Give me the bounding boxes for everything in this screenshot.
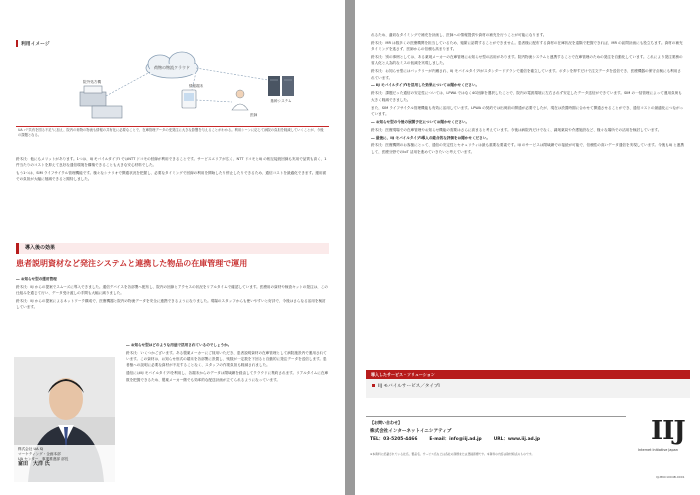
- document-code: IIJ-MKC1004B-0001: [656, 475, 685, 479]
- left-page: [0, 0, 345, 495]
- solution-header: 導入したサービス・ソリューション: [366, 370, 690, 379]
- intro-text: [16, 156, 329, 184]
- effect-text: [16, 276, 329, 312]
- paragraph: 通信にはIIJ モバイルタイプIを利用し、各端末からのデータは閉域網を経由してクラウドに集約されます。リアルタイムに在庫数を把握できるため、製薬メーカー側でも効率的な配送計画が立てられるようになっています。: [126, 371, 329, 382]
- paragraph: 鈴木氏：医療現場での在庫管理やお知らせ機能の需要はさらに高まると考えています。今後は病院内だけでなく、調剤薬局や介護施設など、様々な場所での活用を検討しています。: [371, 127, 662, 132]
- paragraph: 鈴木氏：課題だった通信の安定性については、LPWA ではなく4G回線を選択したことで、院内の電波環境に左右されず安定したデータ送信ができています。SIM の一括管理によって運用負荷も大きく軽減できました。: [371, 91, 682, 102]
- phone: TEL：03-5205-4466: [370, 437, 418, 442]
- usage-diagram: [32, 50, 322, 124]
- section-title: 導入後の効果: [16, 243, 329, 254]
- paragraph: 鈴木氏：他にもメリットがあります。1つは、IIJ モバイルタイプI ではNTT ドコモの回線が利用できることです。サービスエリアが広く、NTT ドコモとIIJ の相互接続回線も実用で品質も高く、1件当たりのコストを抑えて良好な通信環境を構築できることも大きな安心材料でした。: [16, 157, 327, 168]
- subheading: ― お知らせ型の運用管理: [16, 277, 57, 281]
- person-title: 株式会社 UA SJ マーケティング・企画本部 UA センター 事業推進部 部長: [18, 447, 69, 461]
- iij-logo: IIJ: [651, 416, 685, 446]
- company-name: 株式会社インターネットイニシアティブ: [370, 429, 452, 434]
- footer-rule: [366, 416, 626, 417]
- doctor-icon: [232, 90, 248, 110]
- footer: [366, 416, 690, 479]
- server-icon: [268, 76, 294, 96]
- paragraph: もう1つは、SIM ライフサイクル管理機能です。様々なシナリオで開通状況を把握し、必要なタイミングで回線の利用を開始したり停止したりできるため、通信コストを最適化できます。運用面での負担が大幅に削減できると期待しました。: [16, 171, 327, 182]
- paragraph: また、SIM ライフサイクル管理機能も有効に活用しています。LPWA の契約では出荷前の開通が必要でしたが、現在は設置時期に合わせて開通させることができ、通信コストの最適化につながっています。: [371, 105, 684, 116]
- section-tag: 利用イメージ: [16, 40, 50, 47]
- left-device-label: 院外処方機: [83, 80, 101, 84]
- disclaimer: ※本資料に記載されている社名、製品名、サービス名などは各社の商標または登録商標です。本資料の内容は取材時点のものです。: [370, 452, 535, 456]
- subheading: ― 最後に、IIJ モバイルタイプI導入の総合的な評価をお聞かせください。: [371, 135, 490, 140]
- continued-text: [371, 32, 684, 157]
- solution-item[interactable]: [366, 379, 690, 393]
- paragraph: 鈴木氏：いくつかございます。ある製薬メーカーにご採用いただき、患者説明資材の在庫管理として病院施設内で運用されています。この資材は、お知らせ形式の端末を各部署に設置し、残数が一定数を下回ると自動的に発注データを送信します。患者様への説明に必要な資材が不足することなく、スタッフの作業負担も軽減されました。: [126, 350, 327, 368]
- person-name: 富田 大洋 氏: [18, 461, 50, 467]
- paragraph: 鈴木氏：別の事例としては、ある薬剤メーカーの在庫管理にお知らせ型の活用があります。院内物流システムと連携することで在庫管理のための発注を自動化しています。これにより発注業務の省人化と人為的なミスの低減を実現しました。: [371, 55, 683, 66]
- website-link[interactable]: URL：www.iij.ad.jp: [493, 437, 540, 442]
- terminal-icon: [182, 90, 196, 108]
- diagram-caption: UA パ"共有を図る不足"に加え、院内の荷物の物流も情報の共有化に必要なことで、在庫管理データの受発注に大きな影響を与えることがわかる。利用シーンに応じて病院の負担を軽減していくことが、今後の課題となる。: [18, 128, 324, 137]
- right-system-label: 基幹システム: [270, 99, 292, 103]
- iij-logo-subtitle: Internet Initiative Japan: [638, 448, 678, 452]
- paragraph: れるため、適切なタイミングで補充を計画し、医師への情報提供や資材の補充を行うことが可能になります。: [371, 33, 547, 37]
- center-device-label: 情報端末: [188, 84, 204, 88]
- paragraph: 鈴木氏：IIJ からの提案でスムーズに導入できました。通信デバイスを各部署へ配布し、院内の回線とアクセスの状況をリアルタイムで確認しています。医療用の資材や検査キットの発注は、この仕組みを通じて行い、データ受け渡しの手間も大幅に減りました。: [16, 284, 328, 296]
- paragraph: 鈴木氏：医療機関のお客様にとって、通信の安定性とセキュリティは最も重要な要素です。IIJ のサービスは閉域網での接続が可能で、信頼性の高いデータ通信を実現しています。今後もIIJ と連携して、医療分野でのIoT 活用を進めていきたいと考えています。: [371, 143, 684, 154]
- contact-row: [370, 436, 620, 442]
- usage-text: [126, 342, 329, 385]
- person-caption: [14, 445, 115, 482]
- email-link[interactable]: E-mail：info@iij.ad.jp: [429, 437, 482, 442]
- cloud-label: 荷物の物流クラウド: [154, 65, 190, 70]
- divider: [16, 126, 329, 127]
- subheading: ― お知らせ型の今後の展開予定についてお聞かせください。: [371, 119, 470, 124]
- solution-box: [366, 370, 690, 398]
- subheading: ― IIJ モバイルタイプIを活用した効果についてお聞かせください。: [371, 83, 480, 88]
- square-bullet-icon: [372, 384, 375, 387]
- subheading: ― お知らせ型はどのような用途で活用されているのでしょうか。: [126, 343, 232, 347]
- paragraph: 鈴木氏：IIJ からの提案によるネットワーク構成で、医療機器と院内の物流データを安全に連携できるようになりました。現場のスタッフからも使いやすいと好評で、今後はさらなる活用を検討しています。: [16, 299, 326, 310]
- paragraph: 鈴木氏：お知らせ型にはバッテリーが内蔵され、IIJ モバイルタイプIがスタンダードプランで通信を確立しています。ボタンを押すだけで注文データを送信でき、医療機器の保守点検にも利用されています。: [371, 69, 681, 80]
- doctor-label: 医師: [250, 113, 258, 117]
- solution-item-label: IIJ モバイルサービス／タイプI: [378, 384, 440, 389]
- interviewee-photo: [14, 357, 115, 482]
- footer-heading: 【お問い合わせ】: [370, 420, 402, 425]
- paragraph: 鈴木氏：MR は数多くの医療機関を担当しているため、頻繁に訪問することができません。患者様に配布する資材の在庫状況を遠隔で把握できれば、MR の訪問計画にも役立ちます。資材の補充タイミングを逃さず、医師からの信頼も高まります。: [371, 40, 683, 52]
- section-headline: 患者説明資材など発注システムと連携した物品の在庫管理で運用: [16, 259, 248, 268]
- right-page: [355, 0, 700, 495]
